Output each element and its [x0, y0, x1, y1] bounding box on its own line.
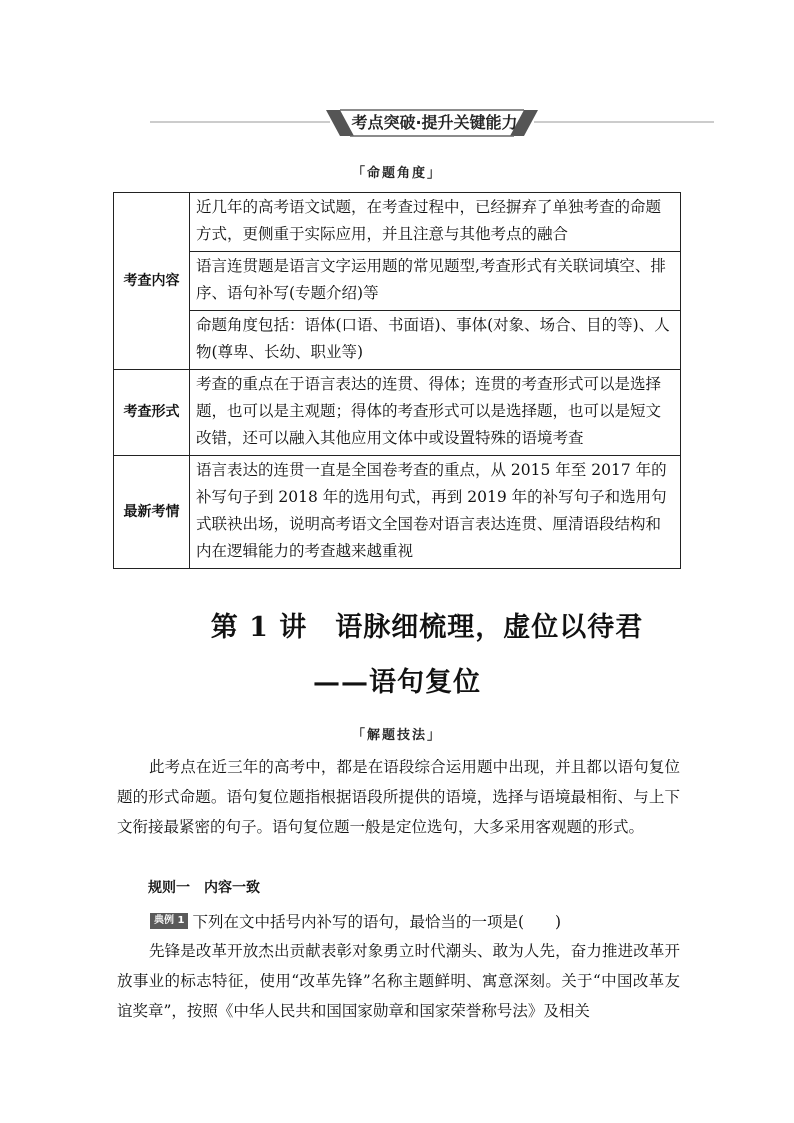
lecture-title: 第 1 讲 语脉细梳理，虚位以待君 — [210, 612, 644, 643]
table-cell: 考查的重点在于语言表达的连贯、得体；连贯的考查形式可以是选择题，也可以是主观题；得体的考查形式可以是选择题，也可以是短文改错，还可以融入其他应用文体中或设置特殊的语境考查 — [190, 370, 681, 456]
example-tag: 典例 1 — [150, 913, 188, 929]
intro-paragraph: 此考点在近三年的高考中，都是在语段综合运用题中出现，并且都以语句复位题的形式命题。语句复位题指根据语段所提供的语境，选择与语境最相衔、与上下文衔接最紧密的句子。语句复位题一般是定位选句，大多采用客观题的形式。 — [117, 758, 680, 836]
table-cell: 近几年的高考语文试题，在考查过程中，已经摒弃了单独考查的命题方式，更侧重于实际应用，并且注意与其他考点的融合 — [190, 193, 681, 252]
section-label-skill: 「解题技法」 — [351, 728, 442, 743]
table-row — [114, 193, 681, 252]
banner-title: 考点突破·提升关键能力 — [351, 113, 518, 132]
table-row — [114, 252, 681, 311]
example-passage: 先锋是改革开放杰出贡献表彰对象勇立时代潮头、敢为人先，奋力推进改革开放事业的标志特征，使用“改革先锋”名称主题鲜明、寓意深刻。关于“中国改革友谊奖章”，按照《中华人民共和国国家勋章和国家荣誉称号法》及相关 — [117, 942, 680, 1020]
row-header: 最新考情 — [114, 456, 190, 569]
example-question-text: 下列在文中括号内补写的语句，最恰当的一项是( ) — [192, 913, 562, 931]
row-header: 考查内容 — [114, 193, 190, 370]
table-cell: 语言表达的连贯一直是全国卷考查的重点，从 2015 年至 2017 年的补写句子到 2018 年的选用句式，再到 2019 年的补写句子和选用句式联袂出场，说明高考语文全国卷对语言表达连贯、厘清语段结构和内在逻辑能力的考查越来越重视 — [190, 456, 681, 569]
table-row — [114, 456, 681, 569]
example-question — [150, 910, 561, 932]
row-header: 考查形式 — [114, 370, 190, 456]
info-table — [113, 192, 681, 569]
rule-heading: 规则一 内容一致 — [148, 880, 260, 896]
table-cell: 语言连贯题是语言文字运用题的常见题型,考查形式有关联词填空、排序、语句补写(专题介绍)等 — [190, 252, 681, 311]
section-label-angle: 「命题角度」 — [351, 166, 442, 181]
table-row — [114, 311, 681, 370]
table-cell: 命题角度包括：语体(口语、书面语)、事体(对象、场合、目的等)、人物(尊卑、长幼、职业等) — [190, 311, 681, 370]
table-row — [114, 370, 681, 456]
lecture-subtitle: ——语句复位 — [313, 667, 481, 698]
header-banner — [150, 106, 714, 140]
